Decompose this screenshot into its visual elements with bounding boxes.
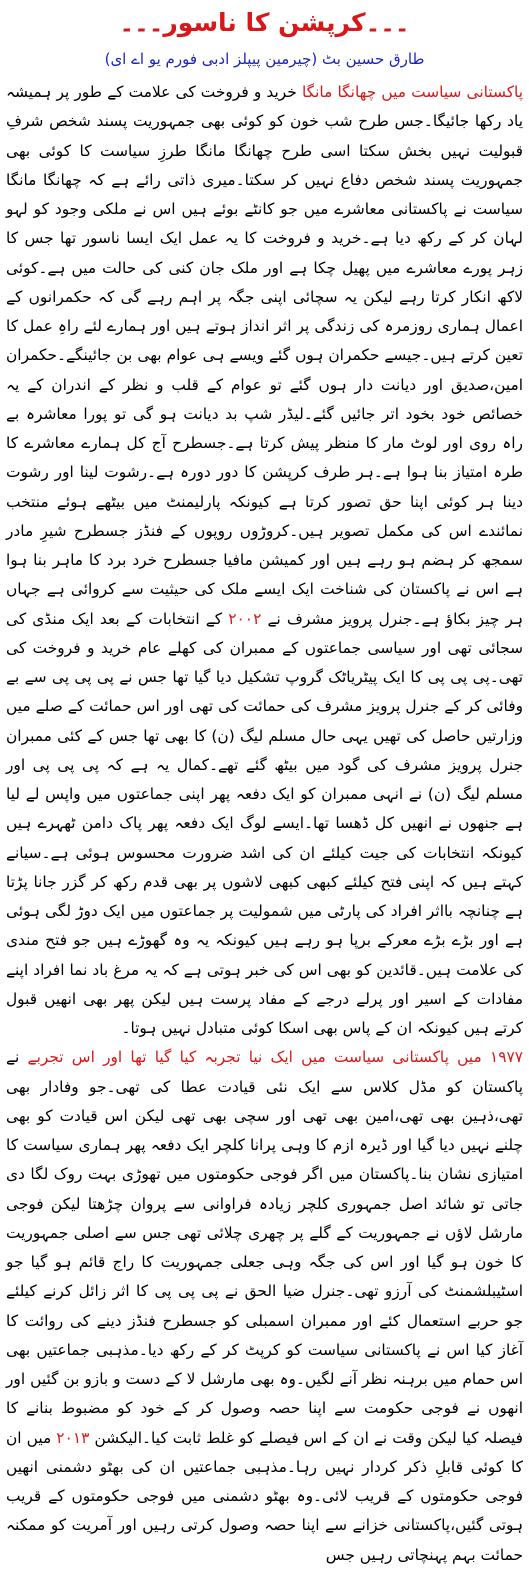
article-title: ۔۔۔کرپشن کا ناسور۔۔۔ bbox=[119, 8, 410, 37]
paragraph-1-lead: پاکستانی سیاست میں چھانگا مانگا bbox=[301, 83, 523, 101]
paragraph-2 bbox=[6, 1043, 523, 1570]
article-body bbox=[6, 78, 523, 1570]
article-byline: طارق حسین بٹ (چیرمین پیپلز ادبی فورم یو اے ای) bbox=[104, 50, 425, 68]
paragraph-2-text-continued: میں ان کا کوئی قابلِ ذکر کردار نہیں رہا۔مذہبی جماعتیں ان کی بھٹو دشمنی انھیں فوجی حکومتوں کے قریب لائی۔وہ بھٹو دشمنی میں فوجی حکومتوں کے قریب ہوتی گئیں،پاکستانی خزانے سے اپنا حصہ وصول کرتی رہیں اور آمریت کو ممکنہ حمائت بہم پہنچاتی رہیں جس bbox=[6, 1428, 523, 1564]
paragraph-2-text: نے پاکستان کو مڈل کلاس سے ایک نئی قیادت عطا کی تھی۔جو وفادار بھی تھی،ذہین بھی تھی،امین بھی تھی اور سچی بھی تھی لیکن اس قیادت کو بھی چلنے نہیں دیا گیا اور ڈیرہ ازم کا وہی پرانا کلچر ایک دفعہ پھر ہماری سیاست کا امتیازی نشان بنا۔پاکستان میں اگر فوجی حکومتوں میں تھوڑی بہت روک لگا دی جاتی تو شائد اصل جمہوری کلچر زیادہ فراوانی سے پروان چڑھتا لیکن فوجی مارشل لاؤں نے جمہوریت کے گلے پر چھری چلائی تھی جس سے اصلی جمہوریت کا خون ہو گیا اور اس کی جگہ وہی جعلی جمہوریت کا راج قائم ہو گیا جو اسٹیبلشمنٹ کی آرزو تھی۔جنرل ضیا الحق نے پی پی پی کا اثر زائل کرنے کیلئے جو حربے استعمال کئے اور ممبران اسمبلی کو جسطرح فنڈز دینے کی روائت کا آغاز کیا اس نے پاکستانی سیاست کو کرپٹ کر کے رکھ دیا۔مذہبی جماعتیں بھی اس حمام میں برہنہ نظر آنے لگیں۔وہ بھی مارشل لا کے دست و بازو بن گئیں اور انھوں نے فوجی حکومت سے اپنا حصہ وصول کر کے خود کو مضبوط بنانے کا فیصلہ کیا لیکن وقت نے ان کے اس فیصلے کو غلط ثابت کیا۔الیکشن bbox=[6, 1048, 523, 1447]
paragraph-1-text-continued: کے انتخابات کے بعد ایک منڈی کی سجائی تھی اور سیاسی جماعتوں کے ممبران کی کھلے عام خرید و فروخت کی تھی۔پی پی پی کا ایک پیٹریاٹک گروپ تشکیل دیا گیا تھا جس نے پی پی پی سے بے وفائی کر کے جنرل پرویز مشرف کی حمائت کی تھی اور اس حمائت کے صلے میں وزارتیں حاصل کی تھیں یہی حال مسلم لیگ (ن) کا بھی تھا جس کے کئی ممبران جنرل پرویز مشرف کی گود میں بیٹھ گئے تھے۔کمال یہ ہے کہ پی پی پی اور مسلم لیگ (ن) نے انہی ممبران کو ایک دفعہ پھر اپنی جماعتوں میں واپس لے لیا ہے جنھوں نے انھیں کل ڈھسا تھا۔ایسے لوگ ایک دفعہ پھر پاک دامن ٹھہرے ہیں کیونکہ انتخابات کی جیت کیلئے ان کی اشد ضرورت محسوس ہوئی ہے۔سیانے کہتے ہیں کہ اپنی فتح کیلئے کبھی کبھی لاشوں پر بھی قدم رکھ کر گزر جانا پڑتا ہے چنانچہ بااثر افراد کی پارٹی میں شمولیت پر جماعتوں میں ایک دوڑ لگی ہوئی ہے اور بڑے بڑے معرکے برپا ہو رہے ہیں کیونکہ یہ وہ گھوڑے ہیں جو فتح مندی کی علامت ہیں۔قائدین کو بھی اس کی خبر ہوتی ہے کہ یہ مرغ باد نما افراد اپنے مفادات کے اسیر اور پرلے درجے کے مفاد پرست ہیں لیکن پھر بھی انھیں قبول کرتے ہیں کیونکہ ان کے پاس بھی اسکا کوئی متبادل نہیں ہوتا۔ bbox=[6, 609, 523, 1037]
paragraph-2-lead: ۱۹۷۷ میں پاکستانی سیاست میں ایک نیا تجربہ کیا گیا تھا اور اس تجربے bbox=[27, 1048, 523, 1067]
paragraph-2-year: ۲۰۱۳ bbox=[56, 1428, 90, 1447]
paragraph-1-text: خرید و فروخت کی علامت کے طور پر ہمیشہ یاد رکھا جائیگا۔جس طرح شب خون کو کوئی بھی جمہوریت پسند شخص شرفِ قبولیت نہیں بخش سکتا اسی طرح چھانگا مانگا طرزِ سیاست کا کوئی بھی جمہوریت پسند شخص دفاع نہیں کر سکتا۔میری ذاتی رائے ہے کہ چھانگا مانگا سیاست نے پاکستانی معاشرے میں جو کانٹے بوئے ہیں اس نے ملکی وجود کو لہو لہان کر کے رکھ دیا ہے۔خرید و فروخت کا یہ عمل ایک ایسا ناسور تھا جس کا زہر پورے معاشرے میں پھیل چکا ہے اور ملک جان کنی کی حالت میں ہے۔کوئی لاکھ انکار کرتا رہے لیکن یہ سچائی اپنی جگہ پر اہم رہے گی کہ حکمرانوں کے اعمال ہماری روزمرہ کی زندگی پر اثر انداز ہوتے ہیں اور ہمارے لئے راہِ عمل کا تعین کرتے ہیں۔جیسے حکمران ہوں گئے ویسے ہی عوام بھی بن جائینگے۔حکمران امین،صدیق اور دیانت دار ہوں گئے تو عوام کے قلب و نظر کے اندران کے یہ خصائص خود بخود اتر جائیں گئے۔لیڈر شپ بد دیانت ہو گی تو پورا معاشرہ بے راہ روی اور لوٹ مار کا منظر پیش کرتا ہے۔جسطرح آج کل ہمارے معاشرے کا طرہ امتیاز بنا ہوا ہے۔ہر طرف کرپشن کا دور دورہ ہے۔رشوت لینا اور رشوت دینا ہر کوئی اپنا حق تصور کرتا ہے کیونکہ پارلیمنٹ میں بیٹھے ہوئے منتخب نمائندے اس کی مکمل تصویر ہیں۔کروڑوں روپوں کے فنڈز جسطرح شیرِ مادر سمجھ کر ہضم ہو رہے ہیں اور کمیشن مافیا جسطرح خرد برد کا ماہر بنا ہوا ہے اس نے پاکستان کی شناخت ایک ایسے ملک کی حیثیت سے کروائی ہے جہاں ہر چیز بکاؤ ہے۔جنرل پرویز مشرف نے bbox=[6, 83, 523, 628]
paragraph-1 bbox=[6, 78, 523, 1043]
paragraph-1-year: ۲۰۰۲ bbox=[228, 609, 262, 628]
